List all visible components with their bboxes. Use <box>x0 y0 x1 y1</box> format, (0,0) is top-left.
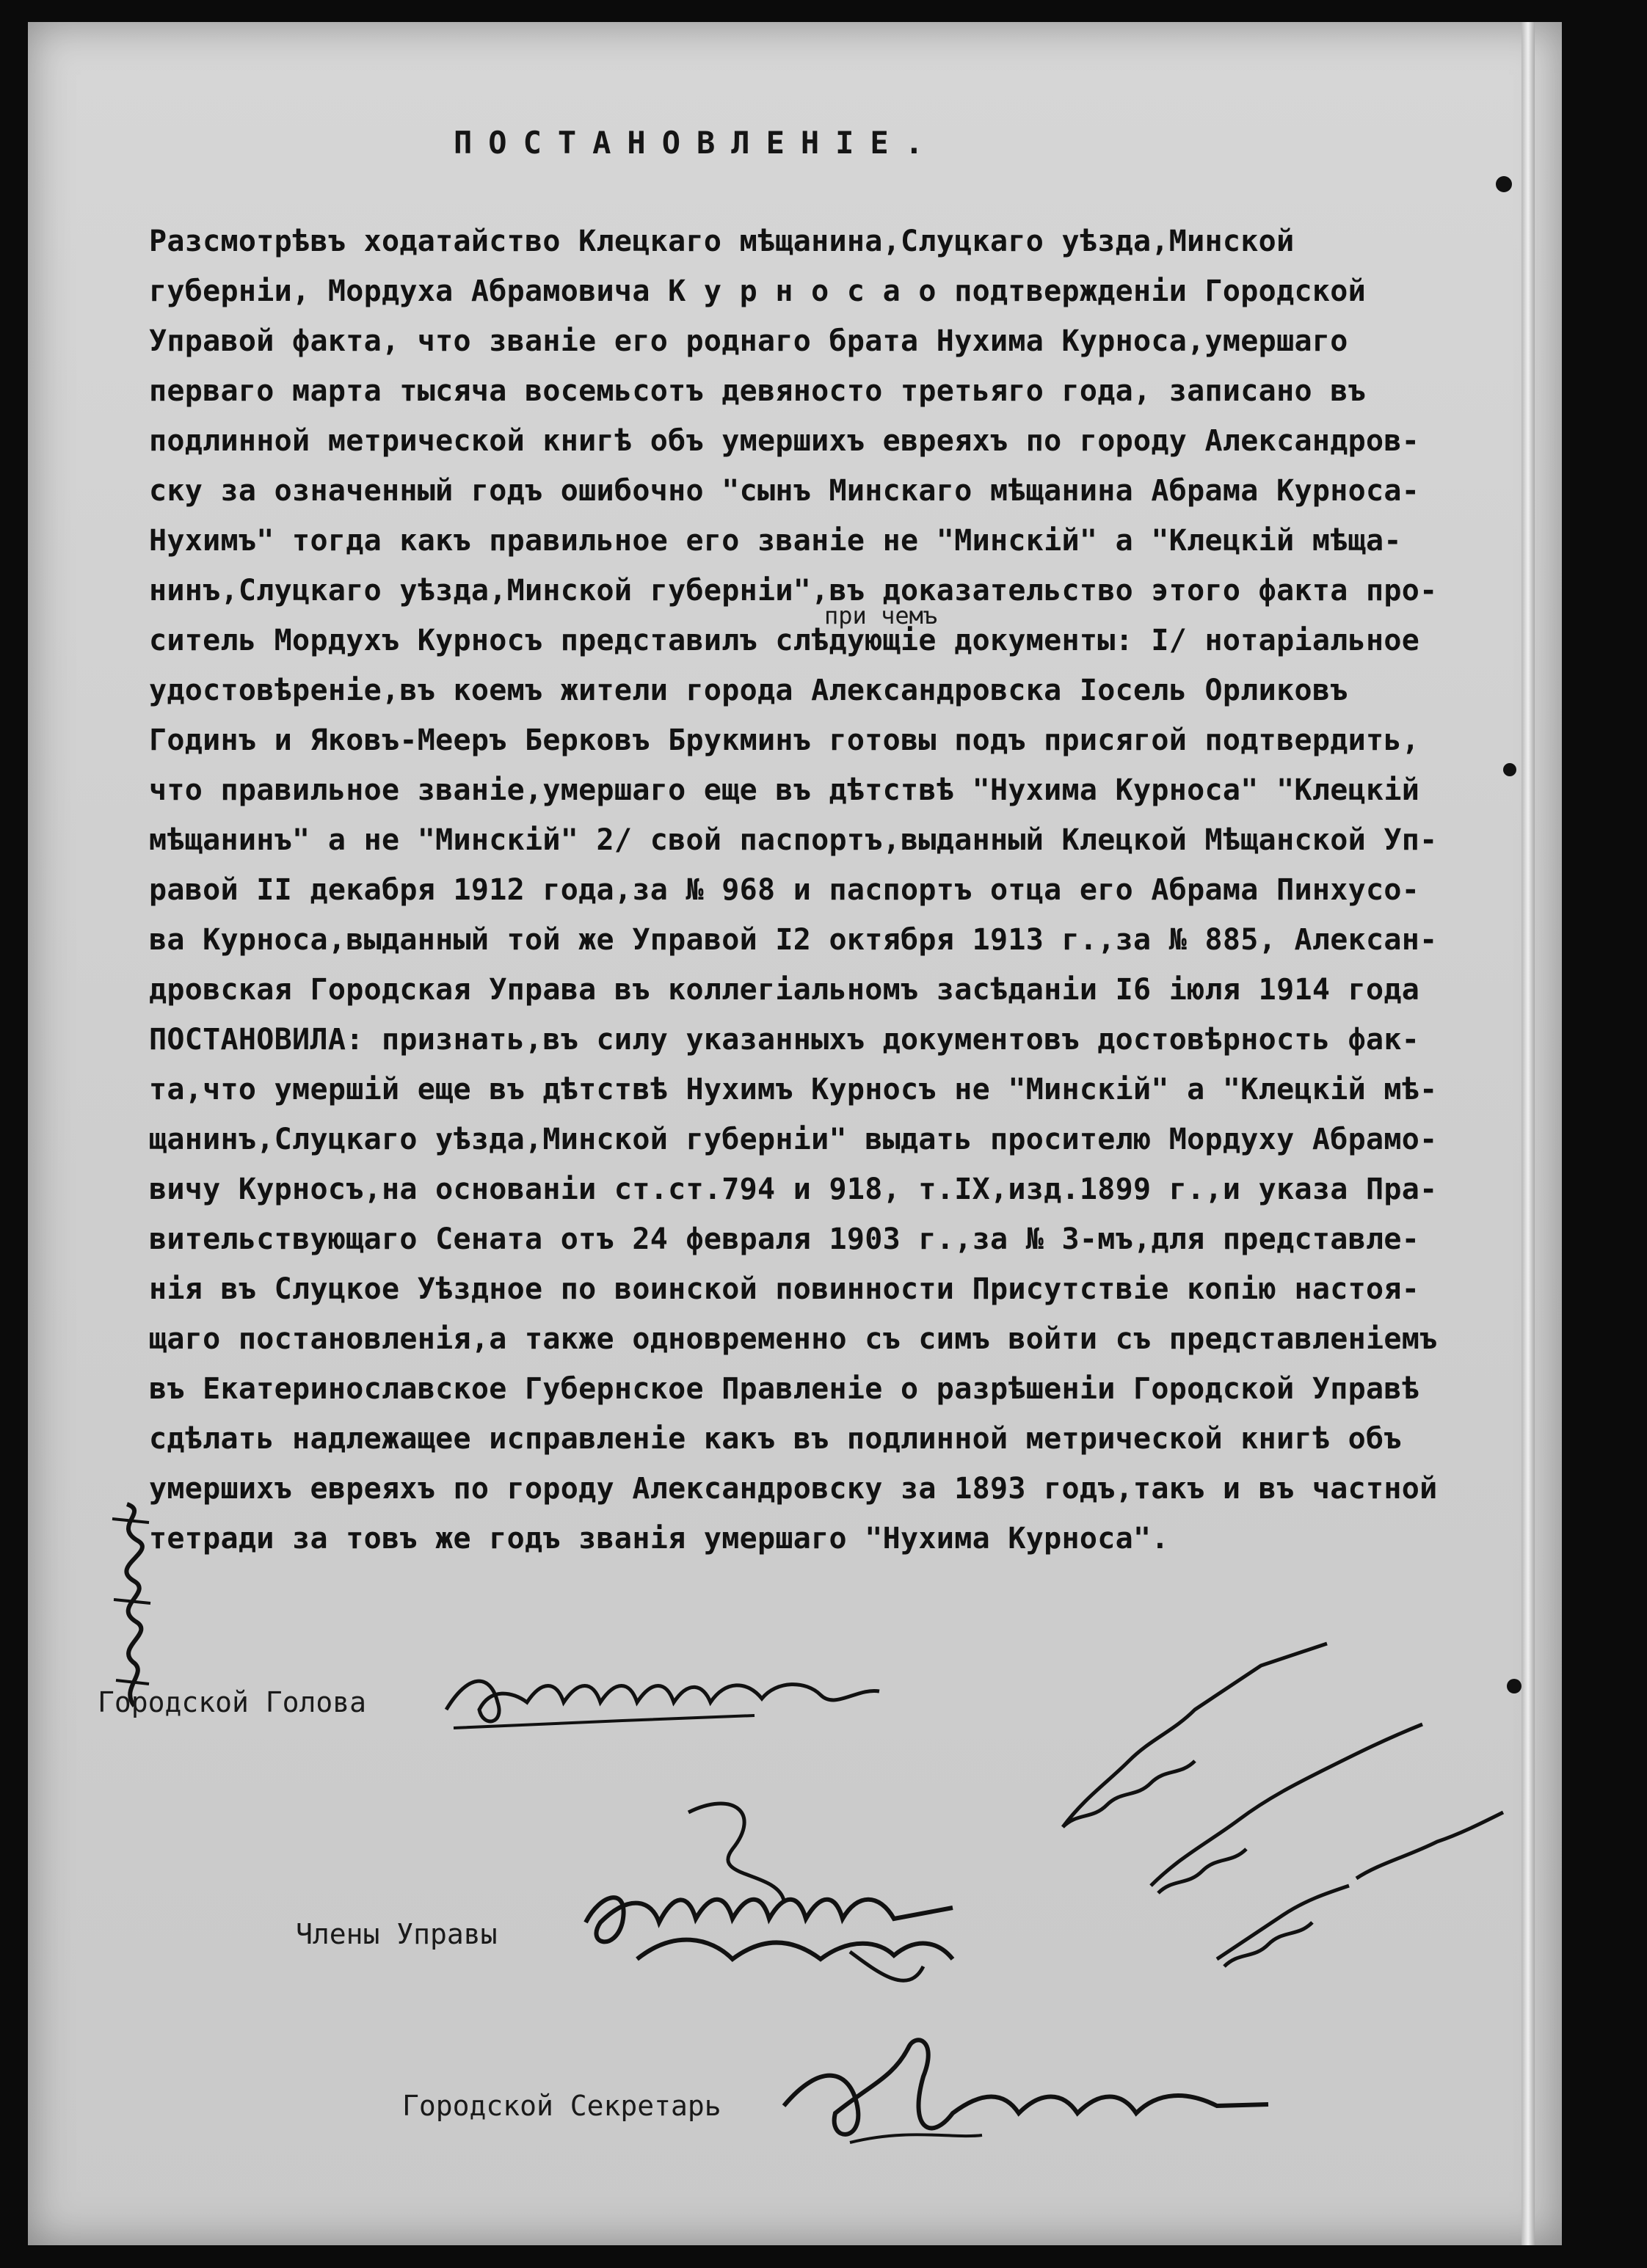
city-secretary-label: Городской Секретарь <box>402 2090 721 2122</box>
document-page <box>28 22 1562 2245</box>
document-text-line: умершихъ евреяхъ по городу Александровску за 1893 годъ,такъ и въ частной <box>149 1472 1438 1506</box>
document-text-line: дровская Городская Управа въ коллегіальномъ засѣданіи I6 іюля 1914 года <box>149 973 1420 1007</box>
ink-speck <box>1496 176 1512 192</box>
document-text-line: сдѣлать надлежащее исправленіе какъ въ подлинной метрической книгѣ объ <box>149 1422 1402 1456</box>
handwritten-resolution-note <box>1041 1636 1555 2018</box>
document-text-line: въ Екатеринославское Губернское Правленіе о разрѣшеніи Городской Управѣ <box>149 1372 1420 1406</box>
document-text-line: удостовѣреніе,въ коемъ жители города Александровска Іосель Орликовъ <box>149 674 1348 707</box>
document-text-line: та,что умершій еще въ дѣтствѣ Нухимъ Курносъ не "Минскій" а "Клецкій мѣ- <box>149 1073 1438 1106</box>
document-text-line: Разсмотрѣвъ ходатайство Клецкаго мѣщанина,Слуцкаго уѣзда,Минской <box>149 225 1295 258</box>
document-text-line: Нухимъ" тогда какъ правильное его званіе не "Минскій" а "Клецкій мѣща- <box>149 524 1402 558</box>
document-text-line: ва Курноса,выданный той же Управой I2 октября 1913 г.,за № 885, Алексан- <box>149 923 1438 957</box>
document-text-line: нія въ Слуцкое Уѣздное по воинской повинности Присутствіе копію настоя- <box>149 1272 1420 1306</box>
ink-speck <box>1507 1679 1521 1693</box>
document-text-line: вительствующаго Сената отъ 24 февраля 1903 г.,за № 3-мъ,для представле- <box>149 1222 1420 1256</box>
document-text-line: тетради за товъ же годъ званія умершаго "Нухима Курноса". <box>149 1522 1169 1556</box>
handwritten-insertion: при чемъ <box>824 602 938 630</box>
document-text-line: Управой факта, что званіе его роднаго брата Нухима Курноса,умершаго <box>149 324 1348 358</box>
margin-archive-number-mark <box>98 1497 164 1717</box>
document-title: ПОСТАНОВЛЕНІЕ. <box>454 125 940 161</box>
document-text-line: что правильное званіе,умершаго еще въ дѣтствѣ "Нухима Курноса" "Клецкій <box>149 773 1420 807</box>
document-text-line: ску за означенный годъ ошибочно "сынъ Минскаго мѣщанина Абрама Курноса- <box>149 474 1420 508</box>
document-text-line: щанинъ,Слуцкаго уѣзда,Минской губерніи" выдать просителю Мордуху Абрамо- <box>149 1123 1438 1156</box>
document-text-line: Годинъ и Яковъ-Мееръ Берковъ Брукминъ готовы подъ присягой подтвердить, <box>149 723 1420 757</box>
document-text-line: перваго марта тысяча восемьсотъ девяносто третьяго года, записано въ <box>149 374 1366 408</box>
document-text-line: щаго постановленія,а также одновременно съ симъ войти съ представленіемъ <box>149 1322 1438 1356</box>
document-text-line: вичу Курносъ,на основаніи ст.ст.794 и 918, т.IX,изд.1899 г.,и указа Пра- <box>149 1173 1438 1206</box>
city-secretary-signature <box>762 2018 1290 2165</box>
document-text-line: подлинной метрической книгѣ объ умершихъ евреяхъ по городу Александров- <box>149 424 1420 458</box>
ink-speck <box>1503 763 1516 776</box>
document-text-line: губерніи, Мордуха Абрамовича К у р н о с а о подтвержденіи Городской <box>149 274 1366 308</box>
document-text-line: ПОСТАНОВИЛА: признать,въ силу указанныхъ документовъ достовѣрность фак- <box>149 1023 1420 1057</box>
document-text-line: мѣщанинъ" а не "Минскій" 2/ свой паспортъ,выданный Клецкой Мѣщанской Уп- <box>149 823 1438 857</box>
document-text-line: нинъ,Слуцкаго уѣзда,Минской губерніи",въ доказательство этого факта про- <box>149 574 1438 608</box>
document-text-line: равой II декабря 1912 года,за № 968 и паспортъ отца его Абрама Пинхусо- <box>149 873 1420 907</box>
board-members-signatures <box>542 1783 1055 2003</box>
board-members-label: Члены Управы <box>296 1918 498 1950</box>
city-head-label: Городской Голова <box>98 1686 367 1718</box>
document-text-line: ситель Мордухъ Курносъ представилъ слѣдующіе документы: I/ нотаріальное <box>149 624 1420 657</box>
city-head-signature <box>439 1658 894 1746</box>
document-body <box>149 216 1544 1564</box>
